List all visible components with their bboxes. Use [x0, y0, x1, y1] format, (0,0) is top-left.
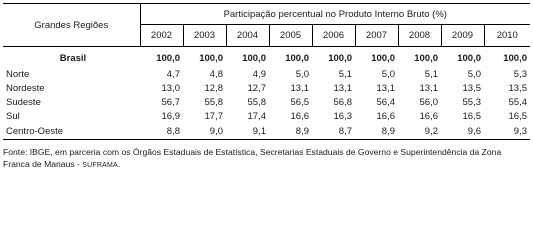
table-row: [3, 109, 530, 123]
value-cell: 16,5: [462, 110, 481, 122]
region-label: Norte: [6, 68, 30, 80]
value-cell: 9,2: [398, 123, 441, 140]
value-cell: 100,0: [199, 53, 223, 64]
value-cell: 13,1: [333, 82, 352, 94]
value-cell: 8,9: [269, 123, 312, 140]
value-cell: 100,0: [242, 53, 266, 64]
year-header-2003: 2003: [183, 25, 226, 47]
value-cell: 16,9: [161, 110, 180, 122]
value-cell: 9,6: [441, 123, 484, 140]
value-cell: 55,4: [508, 96, 528, 108]
value-cell: 16,5: [508, 110, 528, 122]
value-cell: 13,5: [462, 82, 481, 94]
year-header-2010: 2010: [484, 25, 530, 47]
value-cell: 4,8: [209, 68, 223, 80]
gdp-share-table: [3, 3, 530, 140]
value-cell: 17,7: [204, 110, 223, 122]
value-cell: 12,7: [247, 82, 266, 94]
value-cell: 100,0: [156, 53, 180, 64]
value-cell: 9,0: [183, 123, 226, 140]
value-cell: 17,4: [247, 110, 266, 122]
value-cell: 5,1: [338, 68, 352, 80]
source-text: Fonte: IBGE, em parceria com os Órgãos Estaduais de Estatística, Secretarias Estaduais de Governo e Superintendência da Zona Franca de Manaus -: [3, 147, 502, 169]
value-cell: 13,1: [290, 82, 309, 94]
value-cell: 100,0: [371, 53, 395, 64]
value-cell: 16,6: [290, 110, 309, 122]
value-cell: 13,5: [508, 82, 528, 94]
value-cell: 5,0: [295, 68, 309, 80]
value-cell: 56,7: [161, 96, 180, 108]
value-cell: 12,8: [204, 82, 223, 94]
value-cell: 5,0: [381, 68, 395, 80]
value-cell: 13,1: [419, 82, 438, 94]
value-cell: 5,3: [513, 68, 528, 80]
source-end: .: [117, 159, 121, 169]
table-row: [3, 95, 530, 109]
value-cell: 100,0: [457, 53, 481, 64]
source-note: [3, 146, 530, 172]
value-cell: 16,6: [419, 110, 438, 122]
value-cell: 8,8: [140, 123, 183, 140]
year-header-2009: 2009: [441, 25, 484, 47]
value-cell: 4,9: [252, 68, 266, 80]
value-cell: 5,1: [424, 68, 438, 80]
region-label: Sudeste: [6, 96, 41, 108]
year-header-2008: 2008: [398, 25, 441, 47]
value-cell: 5,0: [467, 68, 481, 80]
year-header-2005: 2005: [269, 25, 312, 47]
region-label: Sul: [6, 110, 20, 122]
table-row: [3, 81, 530, 95]
value-cell: 16,3: [333, 110, 352, 122]
suframa-label: SUFRAMA: [82, 162, 118, 169]
value-cell: 56,5: [290, 96, 309, 108]
value-cell: 9,1: [226, 123, 269, 140]
value-cell: 13,0: [161, 82, 180, 94]
value-cell: 55,8: [247, 96, 266, 108]
value-cell: 55,8: [204, 96, 223, 108]
table-title: Participação percentual no Produto Interno Bruto (%): [140, 4, 530, 25]
value-cell: 100,0: [503, 53, 528, 64]
region-label: Brasil: [59, 53, 87, 64]
table-row: [3, 67, 530, 81]
region-column-header: Grandes Regiões: [3, 4, 140, 47]
table-row: [3, 123, 530, 140]
value-cell: 8,7: [312, 123, 355, 140]
value-cell: 100,0: [414, 53, 438, 64]
region-label: Nordeste: [6, 82, 45, 94]
year-header-2006: 2006: [312, 25, 355, 47]
value-cell: 55,3: [462, 96, 481, 108]
value-cell: 16,6: [376, 110, 395, 122]
value-cell: 8,9: [355, 123, 398, 140]
value-cell: 9,3: [484, 123, 530, 140]
value-cell: 100,0: [285, 53, 309, 64]
year-header-2004: 2004: [226, 25, 269, 47]
value-cell: 100,0: [328, 53, 352, 64]
year-header-2002: 2002: [140, 25, 183, 47]
value-cell: 4,7: [166, 68, 180, 80]
year-header-2007: 2007: [355, 25, 398, 47]
value-cell: 56,4: [376, 96, 395, 108]
value-cell: 56,0: [419, 96, 438, 108]
region-label: Centro-Oeste: [3, 123, 140, 140]
value-cell: 56,8: [333, 96, 352, 108]
table-row: [3, 47, 530, 68]
value-cell: 13,1: [376, 82, 395, 94]
